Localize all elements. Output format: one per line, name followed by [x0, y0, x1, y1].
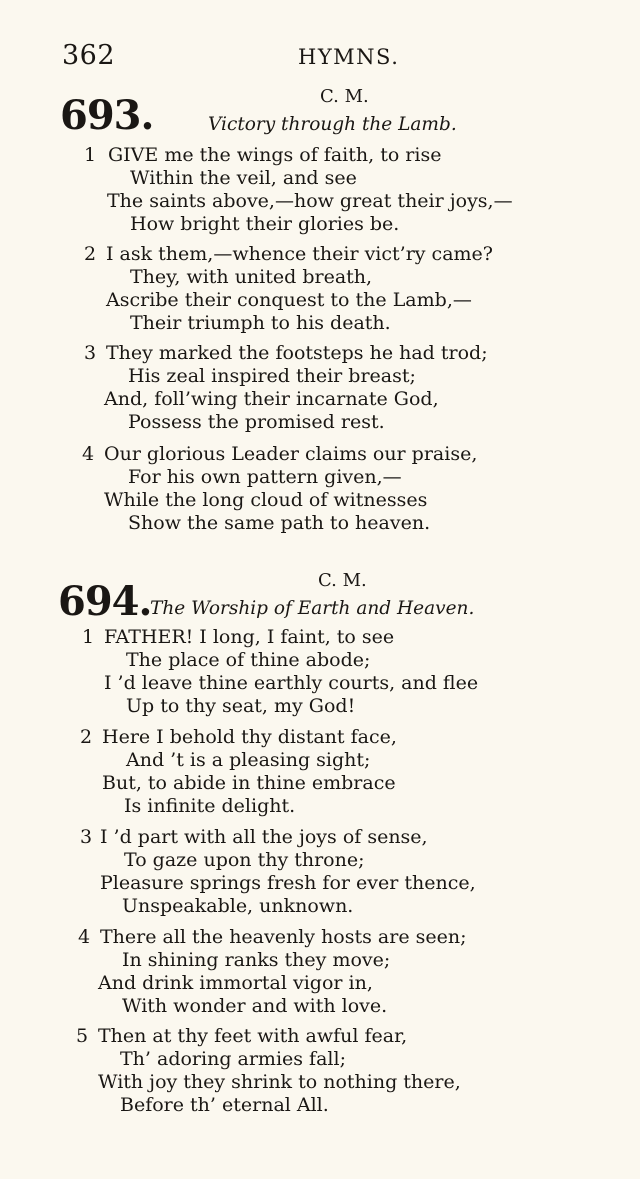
verse-line: Within the veil, and see [130, 167, 357, 189]
verse-line: Show the same path to heaven. [128, 512, 431, 534]
stanza-number: 1 [84, 144, 97, 166]
verse-line: They marked the footsteps he had trod; [106, 342, 488, 364]
stanza-number: 1 [82, 626, 95, 648]
stanza-number: 5 [76, 1025, 89, 1047]
verse-line: I ask them,—whence their vict’ry came? [106, 243, 493, 265]
hymn-meter: C. M. [320, 86, 369, 107]
verse-line: To gaze upon thy throne; [124, 849, 365, 871]
stanza-number: 3 [80, 826, 93, 848]
verse-line: The saints above,—how great their joys,— [107, 190, 513, 212]
verse-line: Our glorious Leader claims our praise, [104, 443, 478, 465]
verse-line: Their triumph to his death. [130, 312, 391, 334]
page-number: 362 [62, 40, 116, 71]
verse-line: Unspeakable, unknown. [122, 895, 354, 917]
verse-line: And ’t is a pleasing sight; [126, 749, 371, 771]
verse-line: Is infinite delight. [124, 795, 296, 817]
verse-line: I ’d part with all the joys of sense, [100, 826, 428, 848]
verse-line: There all the heavenly hosts are seen; [100, 926, 467, 948]
verse-line: But, to abide in thine embrace [102, 772, 396, 794]
verse-line: With wonder and with love. [122, 995, 388, 1017]
verse-line: Before th’ eternal All. [120, 1094, 329, 1116]
verse-line: Th’ adoring armies fall; [120, 1048, 346, 1070]
stanza-number: 4 [78, 926, 91, 948]
verse-line: With joy they shrink to nothing there, [98, 1071, 461, 1093]
hymn-meter: C. M. [318, 570, 367, 591]
stanza-number: 3 [84, 342, 97, 364]
verse-line: While the long cloud of witnesses [104, 489, 428, 511]
verse-line: Possess the promised rest. [128, 411, 385, 433]
running-head: HYMNS. [298, 45, 400, 69]
hymn-number: 693. [60, 92, 154, 139]
verse-line: Then at thy feet with awful fear, [98, 1025, 408, 1047]
hymn-title: The Worship of Earth and Heaven. [150, 598, 475, 619]
verse-line: How bright their glories be. [130, 213, 400, 235]
verse-line: I ’d leave thine earthly courts, and flee [104, 672, 479, 694]
stanza-number: 2 [80, 726, 93, 748]
verse-line: Pleasure springs fresh for ever thence, [100, 872, 476, 894]
verse-line: FATHER! I long, I faint, to see [104, 626, 395, 648]
verse-line: Ascribe their conquest to the Lamb,— [106, 289, 472, 311]
verse-line: GIVE me the wings of faith, to rise [108, 144, 442, 166]
verse-line: His zeal inspired their breast; [128, 365, 416, 387]
verse-line: And, foll’wing their incarnate God, [104, 388, 439, 410]
stanza-number: 4 [82, 443, 95, 465]
verse-line: For his own pattern given,— [128, 466, 402, 488]
verse-line: They, with united breath, [130, 266, 373, 288]
verse-line: The place of thine abode; [126, 649, 371, 671]
verse-line: Here I behold thy distant face, [102, 726, 397, 748]
hymn-title: Victory through the Lamb. [208, 114, 457, 135]
verse-line: In shining ranks they move; [122, 949, 391, 971]
verse-line: And drink immortal vigor in, [98, 972, 373, 994]
hymn-number: 694. [58, 578, 152, 625]
stanza-number: 2 [84, 243, 97, 265]
verse-line: Up to thy seat, my God! [126, 695, 356, 717]
